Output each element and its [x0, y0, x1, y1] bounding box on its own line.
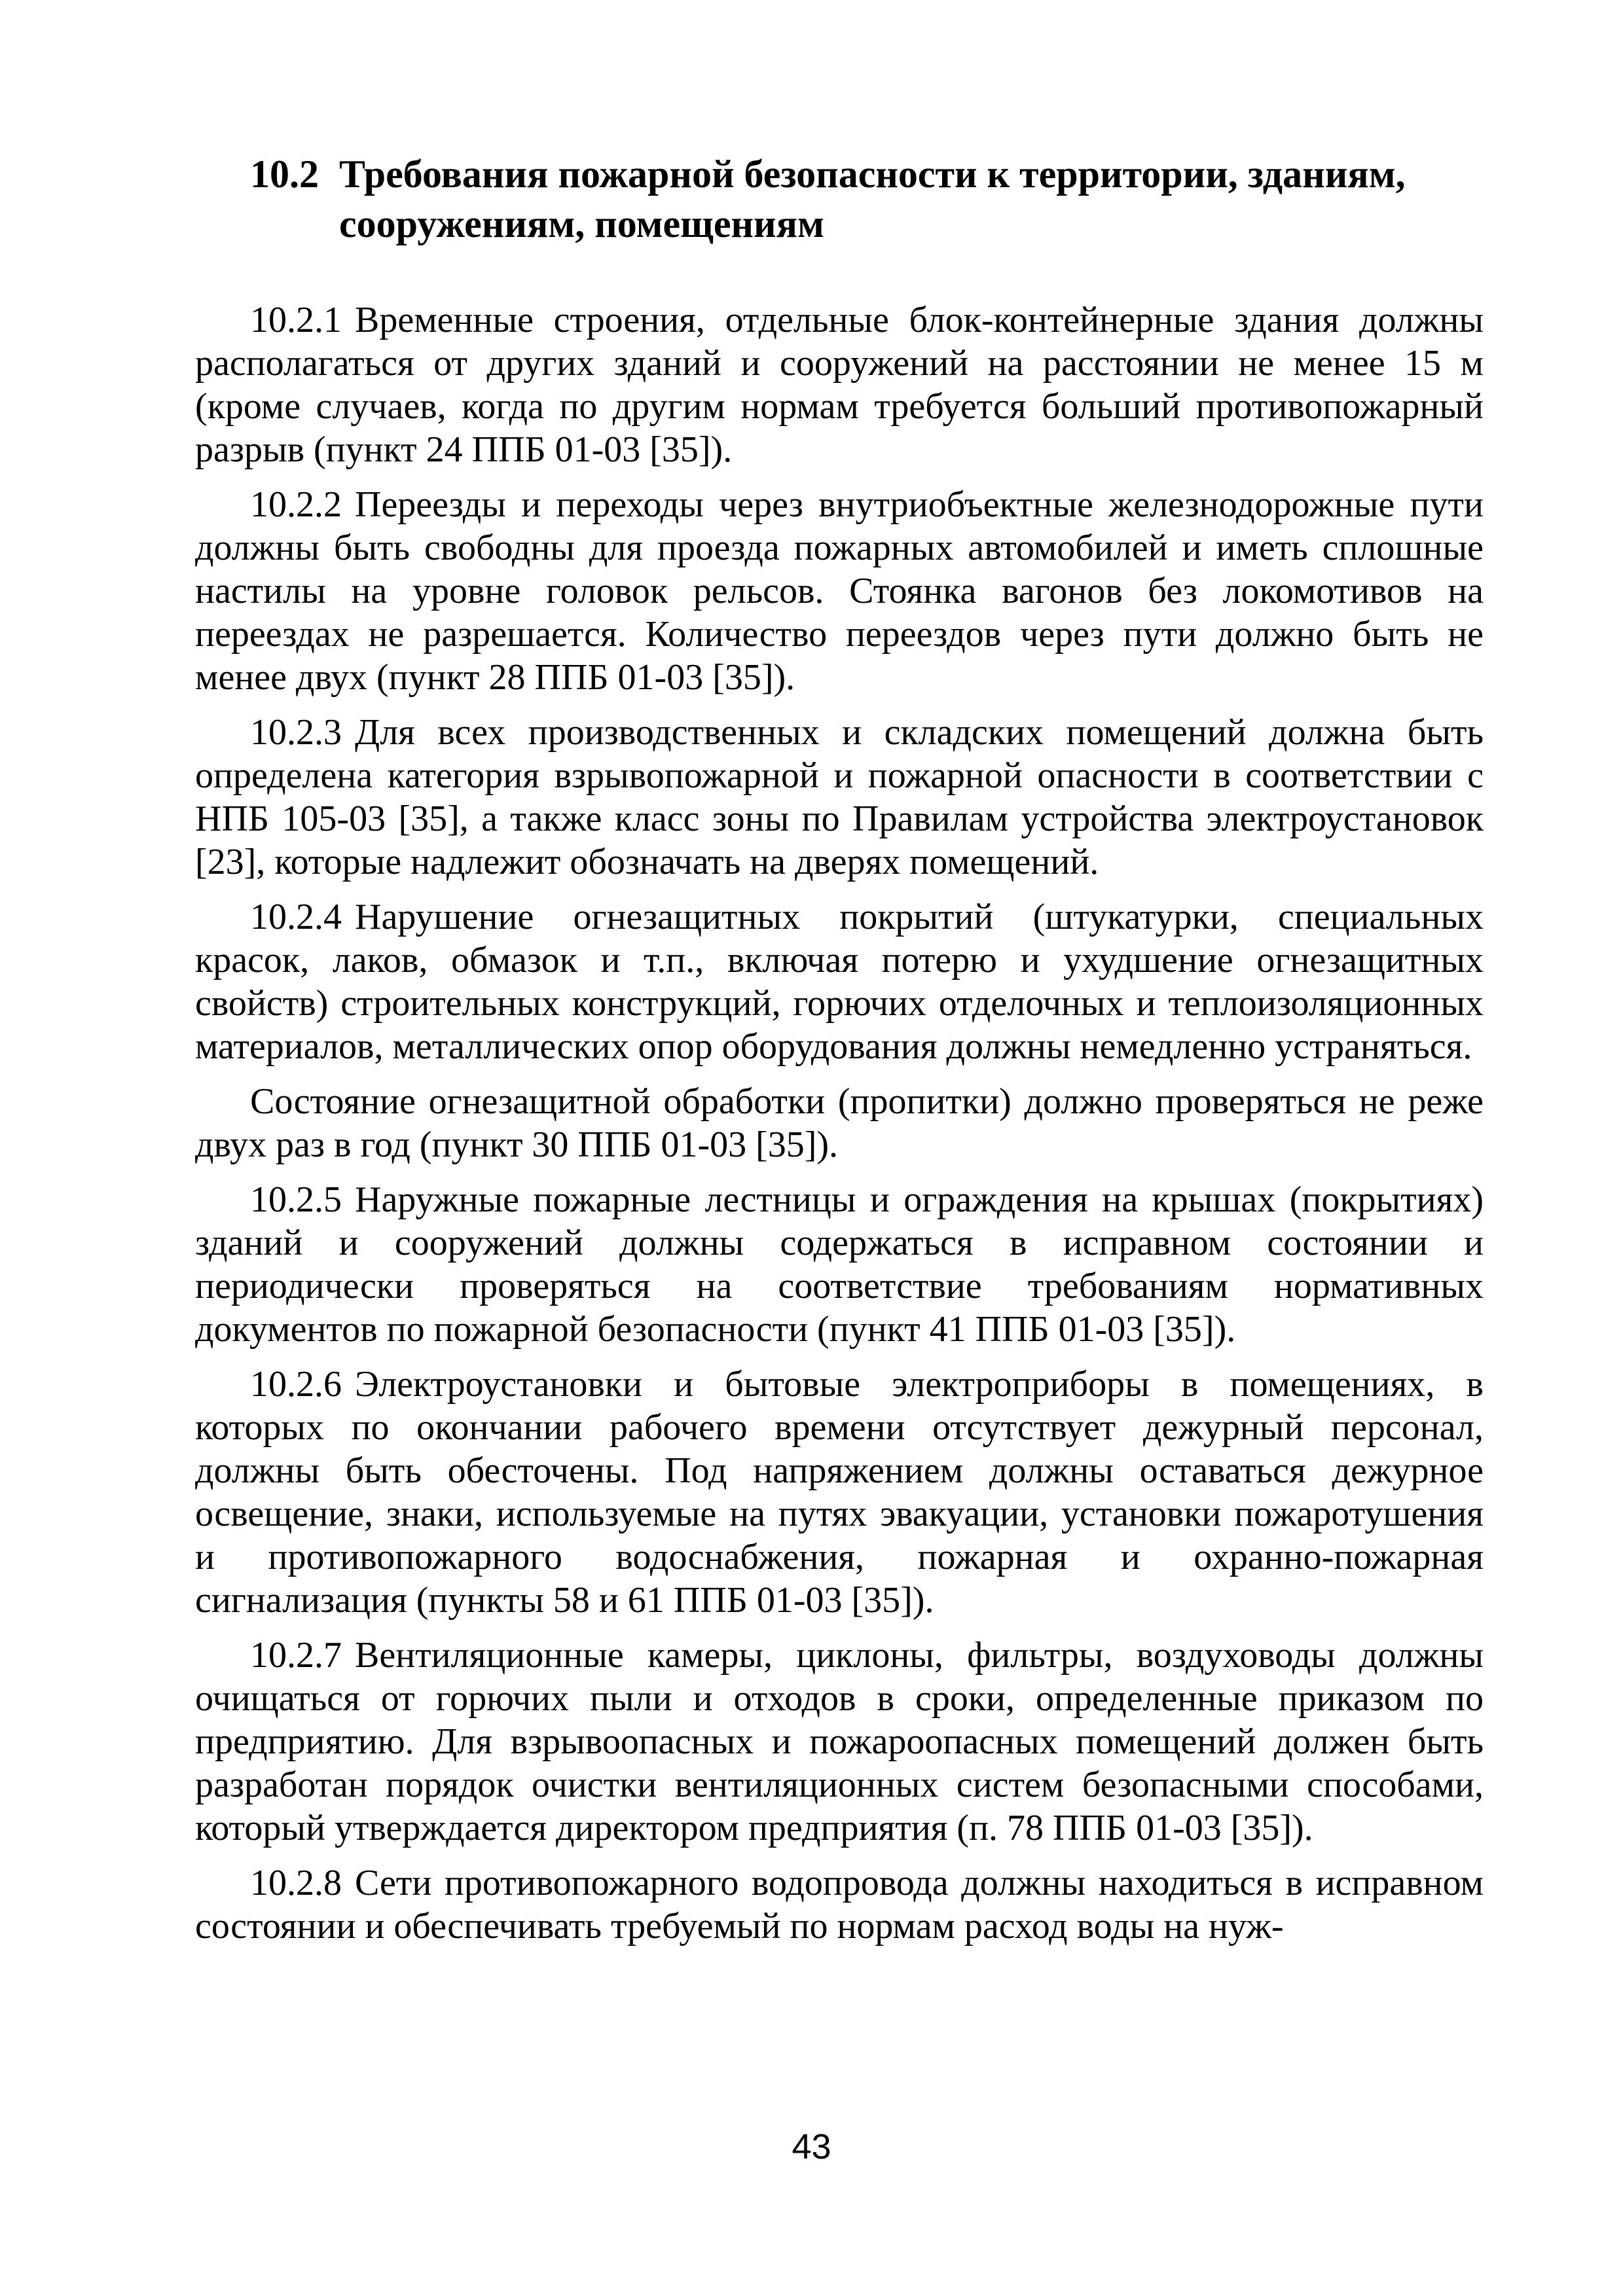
paragraph-10-2-4-continued	[195, 1080, 1484, 1166]
paragraph-text: Нарушение огнезащитных покрытий (штукатурки, специальных красок, лаков, обмазок и т.п., включая потерю и ухудшение огнезащитных свойств) строительных конструкций, горючих отделочных и теплоизоляционных материалов, металлических опор оборудования должны немедленно устраняться.	[195, 897, 1484, 1067]
paragraph-number: 10.2.6	[250, 1364, 342, 1405]
paragraph-number: 10.2.4	[250, 897, 342, 937]
paragraph-number: 10.2.5	[250, 1179, 342, 1220]
paragraph-text: Для всех производственных и складских помещений должна быть определена категория взрывопожарной и пожарной опасности в соответствии с НПБ 105-03 [35], а также класс зоны по Правилам устройства электроустановок [23], которые надлежит обозначать на дверях помещений.	[195, 712, 1484, 882]
section-heading	[250, 149, 1494, 249]
paragraph-number: 10.2.2	[250, 484, 342, 525]
paragraph-number: 10.2.1	[250, 300, 342, 340]
section-number: 10.2	[250, 152, 319, 196]
paragraph-number: 10.2.3	[250, 712, 342, 753]
paragraph-text: Состояние огнезащитной обработки (пропитки) должно проверяться не реже двух раз в год (пункт 30 ППБ 01-03 [35]).	[195, 1081, 1484, 1165]
paragraph-text: Вентиляционные камеры, циклоны, фильтры, воздуховоды должны очищаться от горючих пыли и отходов в сроки, определенные приказом по предприятию. Для взрывоопасных и пожароопасных помещений должен быть разработан порядок очистки вентиляционных систем безопасными способами, который утверждается директором предприятия (п. 78 ППБ 01-03 [35]).	[195, 1635, 1484, 1848]
paragraph-number: 10.2.7	[250, 1635, 342, 1676]
paragraph-text: Электроустановки и бытовые электроприборы в помещениях, в которых по окончании рабочего времени отсутствует дежурный персонал, должны быть обесточены. Под напряжением должны оставаться дежурное освещение, знаки, используемые на путях эвакуации, установки пожаротушения и противопожарного водоснабжения, пожарная и охранно-пожарная сигнализация (пункты 58 и 61 ППБ 01-03 [35]).	[195, 1364, 1484, 1621]
paragraph-10-2-7	[195, 1634, 1484, 1850]
page-number: 43	[792, 2127, 831, 2166]
paragraph-10-2-1	[195, 298, 1484, 471]
paragraph-text: Наружные пожарные лестницы и ограждения на крышах (покрытиях) зданий и сооружений должны содержаться в исправном состоянии и периодически проверяться на соответствие требованиям нормативных документов по пожарной безопасности (пункт 41 ППБ 01-03 [35]).	[195, 1179, 1484, 1350]
paragraph-10-2-8	[195, 1861, 1484, 1948]
body-text	[195, 298, 1484, 1960]
paragraph-10-2-2	[195, 483, 1484, 699]
paragraph-10-2-4	[195, 895, 1484, 1068]
paragraph-number: 10.2.8	[250, 1863, 342, 1903]
paragraph-10-2-3	[195, 711, 1484, 884]
paragraph-text: Временные строения, отдельные блок-контейнерные здания должны располагаться от других зданий и сооружений на расстоянии не менее 15 м (кроме случаев, когда по другим нормам требуется больший противопожарный разрыв (пункт 24 ППБ 01-03 [35]).	[195, 300, 1484, 470]
paragraph-10-2-6	[195, 1363, 1484, 1622]
paragraph-text: Переезды и переходы через внутриобъектные железнодорожные пути должны быть свободны для проезда пожарных автомобилей и иметь сплошные настилы на уровне головок рельсов. Стоянка вагонов без локомотивов на переездах не разрешается. Количество переездов через пути должно быть не менее двух (пункт 28 ППБ 01-03 [35]).	[195, 484, 1484, 698]
paragraph-10-2-5	[195, 1178, 1484, 1351]
section-title: Требования пожарной безопасности к территории, зданиям, сооружениям, помещениям	[339, 152, 1406, 245]
paragraph-text: Сети противопожарного водопровода должны находиться в исправном состоянии и обеспечивать требуемый по нормам расход воды на нуж-	[195, 1863, 1484, 1946]
